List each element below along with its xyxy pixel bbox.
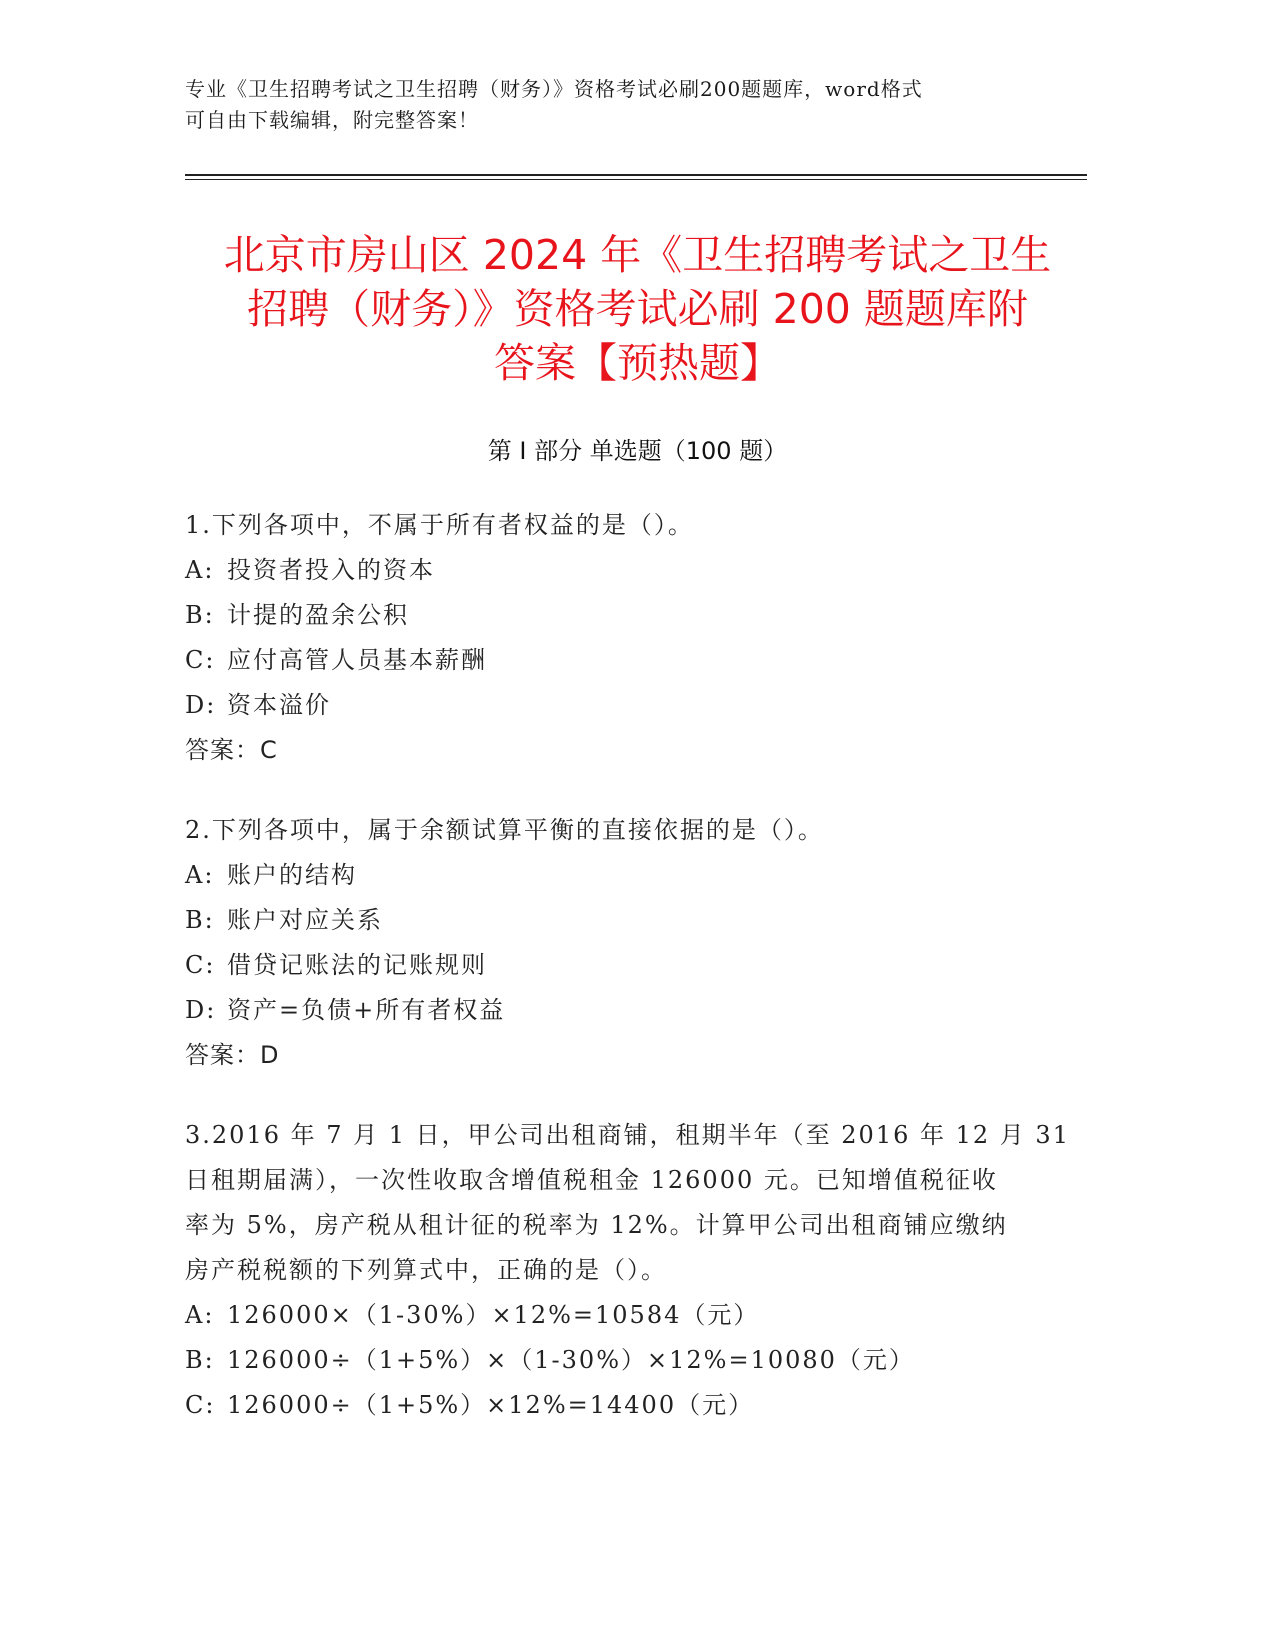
question-stem-line: 房产税税额的下列算式中，正确的是（）。	[185, 1256, 667, 1284]
question-1	[185, 503, 1065, 773]
option-key: B:	[185, 1346, 215, 1374]
header-note	[185, 74, 1085, 136]
option-text: 投资者投入的资本	[227, 556, 435, 584]
option-text: 126000×（1-30%）×12%=10584（元）	[227, 1301, 760, 1329]
question-stem-line: 3.2016 年 7 月 1 日，甲公司出租商铺，租期半年（至 2016 年 12 月 31	[185, 1121, 1070, 1149]
option-key: A:	[185, 556, 215, 584]
document-title-line-1: 北京市房山区 2024 年《卫生招聘考试之卫生	[223, 231, 1052, 279]
header-note-line-1: 专业《卫生招聘考试之卫生招聘（财务）》资格考试必刷200题题库，word格式	[185, 77, 923, 101]
option-key: C:	[185, 646, 216, 674]
answer-line: 答案：C	[185, 736, 278, 764]
option-text: 借贷记账法的记账规则	[227, 951, 487, 979]
document-title-line-3: 答案【预热题】	[494, 339, 781, 387]
option-b	[185, 898, 1065, 943]
header-divider-thick	[185, 174, 1087, 176]
option-a	[185, 1293, 1065, 1338]
header-note-line-2: 可自由下载编辑，附完整答案！	[185, 108, 479, 132]
question-2	[185, 808, 1065, 1078]
document-title-line-2: 招聘（财务）》资格考试必刷 200 题题库附	[247, 285, 1028, 333]
question-stem: 1.下列各项中，不属于所有者权益的是（）。	[185, 511, 694, 539]
question-stem-line: 日租期届满），一次性收取含增值税租金 126000 元。已知增值税征收	[185, 1166, 998, 1194]
option-c	[185, 638, 1065, 683]
option-a	[185, 548, 1065, 593]
option-text: 应付高管人员基本薪酬	[227, 646, 487, 674]
option-key: C:	[185, 951, 216, 979]
option-key: A:	[185, 1301, 215, 1329]
option-key: B:	[185, 906, 215, 934]
option-text: 账户对应关系	[227, 906, 383, 934]
option-d	[185, 683, 1065, 728]
option-text: 126000÷（1+5%）×（1-30%）×12%=10080（元）	[227, 1346, 915, 1374]
question-stem: 2.下列各项中，属于余额试算平衡的直接依据的是（）。	[185, 816, 824, 844]
option-text: 资本溢价	[227, 691, 331, 719]
document-title	[170, 228, 1105, 390]
option-text: 126000÷（1+5%）×12%=14400（元）	[227, 1391, 755, 1419]
option-d	[185, 988, 1065, 1033]
option-key: C:	[185, 1391, 216, 1419]
option-b	[185, 593, 1065, 638]
question-stem-line: 率为 5%，房产税从租计征的税率为 12%。计算甲公司出租商铺应缴纳	[185, 1211, 1008, 1239]
answer-line: 答案：D	[185, 1041, 280, 1069]
option-c	[185, 1383, 1065, 1428]
option-key: A:	[185, 861, 215, 889]
option-c	[185, 943, 1065, 988]
option-key: B:	[185, 601, 215, 629]
option-text: 账户的结构	[227, 861, 357, 889]
option-key: D:	[185, 691, 217, 719]
header-divider-thin	[185, 179, 1087, 180]
option-b	[185, 1338, 1065, 1383]
option-text: 资产=负债+所有者权益	[227, 996, 506, 1024]
option-key: D:	[185, 996, 217, 1024]
section-title: 第 I 部分 单选题（100 题）	[487, 437, 788, 465]
option-a	[185, 853, 1065, 898]
question-3	[185, 1113, 1070, 1428]
option-text: 计提的盈余公积	[227, 601, 409, 629]
